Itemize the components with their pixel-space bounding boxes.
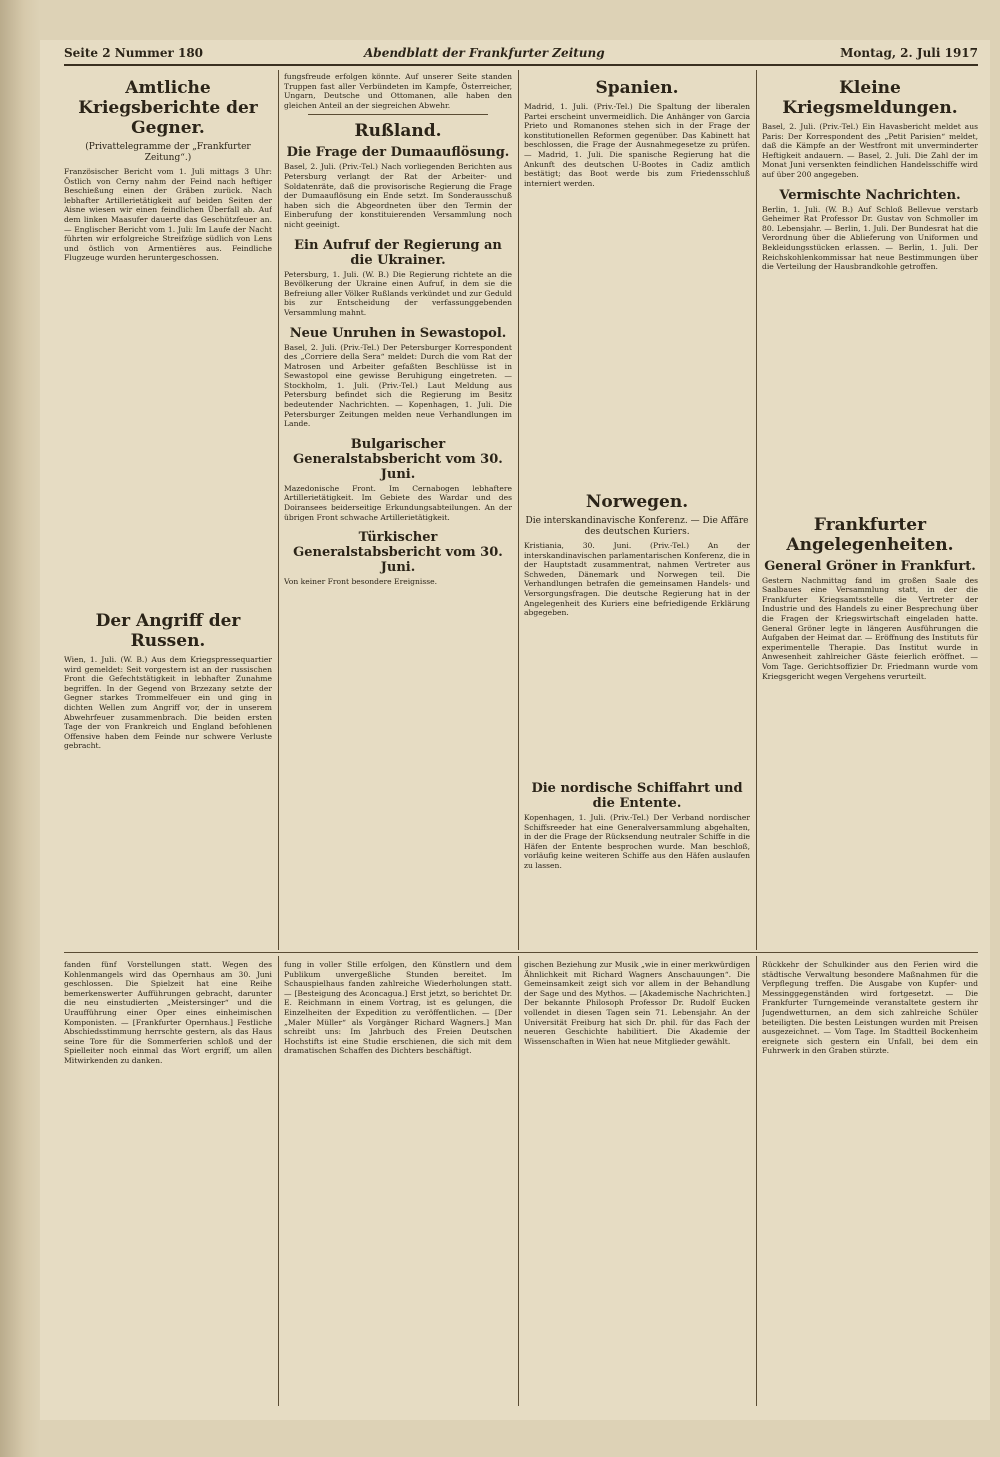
- article-body: Wien, 1. Juli. (W. B.) Aus dem Kriegspressequartier wird gemeldet: Seit vorgestern ist an der russischen Front die Gefechtstätigkeit in lebhafter Zunahme begriffen. In der Gegend von Brzezany setzte der Gegner starkes Trommelfeuer ein und ging in dichten Wellen zum Angriff vor, der in unserem Abwehrfeuer zusammenbrach. Die beiden ersten Tage der von Frankreich und England befohlenen Offensive haben dem Feinde nur schwere Verluste gebracht.: [64, 655, 272, 751]
- article-body: Mazedonische Front. Im Cernabogen lebhaftere Artillerietätigkeit. Im Gebiete des Wardar und des Doiransees beiderseitige Erkundungsabteilungen. An der übrigen Front schwache Artillerietätigkeit.: [284, 483, 512, 522]
- article-title: Spanien.: [595, 78, 679, 98]
- page-header: [64, 44, 978, 66]
- column-rule: [756, 70, 757, 950]
- article-body: Berlin, 1. Juli. (W. B.) Auf Schloß Bellevue verstarb Geheimer Rat Professor Dr. Gustav von Schmoller im 80. Lebensjahr. — Berlin, 1. Juli. Der Bundesrat hat die Verordnung über die Ablieferung von Uniformen und Bekleidungsstücken erlassen. — Berlin, 1. Juli. Der Reichskohlenkommissar hat neue Bestimmungen über die Verteilung der Hausbrandkohle getroffen.: [762, 204, 978, 272]
- article-body: Petersburg, 1. Juli. (W. B.) Die Regierung richtete an die Bevölkerung der Ukraine einen Aufruf, in dem sie die Befreiung aller Völker Rußlands verkündet und zur Geduld bis zur Entscheidung der verfassunggebenden Versammlung mahnt.: [284, 269, 512, 317]
- article-body: fung in voller Stille erfolgen, den Künstlern und dem Publikum unvergeßliche Stunden bereitet. Im Schauspielhaus fanden zahlreiche Wiederholungen statt. — [Besteigung des Aconcagua.] Erst jetzt, so berichtet Dr. E. Reichmann in einem Vortrag, ist es gelungen, die Einzelheiten der Expedition zu veröffentlichen. — [Der „Maler Müller“ als Vorgänger Richard Wagners.] Man schreibt uns: Im Jahrbuch des Freien Deutschen Hochstifts ist eine Studie erschienen, die sich mit dem dramatischen Schaffen des Dichters beschäftigt.: [284, 960, 512, 1056]
- newspaper-page: [40, 40, 990, 1420]
- newspaper-masthead: Abendblatt der Frankfurter Zeitung: [364, 46, 605, 60]
- article-title: Türkischer Generalstabsbericht vom 30. Juni.: [293, 530, 503, 576]
- feuilleton-column-3: [524, 960, 750, 1406]
- feuilleton-divider: [64, 952, 978, 953]
- column-rule: [278, 956, 279, 1406]
- article-title: Rußland.: [354, 121, 442, 142]
- article-title: Der Angriff der Russen.: [95, 611, 241, 651]
- article-body: Madrid, 1. Juli. (Priv.-Tel.) Die Spaltung der liberalen Partei erscheint unvermeidlich. Die Anhänger von Garcia Prieto und Romanones stehen sich in der Frage der konstitutionellen Reformen gegenüber. Das Kabinett hat beschlossen, die Frage der Ausnahmegesetze zu prüfen. — Madrid, 1. Juli. Die spanische Regierung hat die Ankunft des deutschen U-Bootes in Cadiz amtlich bestätigt; das Boot werde bis zum Friedensschluß interniert werden.: [524, 102, 750, 188]
- article-body: Gestern Nachmittag fand im großen Saale des Saalbaues eine Versammlung statt, in der die Frankfurter Kriegsamtsstelle die Vertreter der Industrie und des Handels zu einer Besprechung über die Fragen der Kriegswirtschaft eingeladen hatte. General Gröner legte in längeren Ausführungen die Aufgaben der Heimat dar. — Eröffnung des Instituts für experimentelle Therapie. Das Institut wurde in Anwesenheit zahlreicher Gäste feierlich eröffnet. — Vom Tage. Gerichtsoffizier Dr. Friedmann wurde vom Kriegsgericht wegen Vergehens verurteilt.: [762, 575, 978, 681]
- article-separator: [308, 114, 488, 115]
- article-title: Die nordische Schiffahrt und die Entente.: [531, 781, 743, 811]
- article-title: Vermischte Nachrichten.: [779, 187, 961, 203]
- column-rule: [518, 70, 519, 950]
- column-2: [284, 72, 512, 948]
- article-subtitle: (Privattelegramme der „Frankfurter Zeitung“.): [85, 142, 251, 163]
- column-1: [64, 72, 272, 948]
- book-binding-edge: [0, 0, 40, 1457]
- article-title: Amtliche Kriegsberichte der Gegner.: [78, 78, 258, 138]
- article-title: Ein Aufruf der Regierung an die Ukrainer.: [294, 237, 502, 268]
- feuilleton-column-1: [64, 960, 272, 1406]
- article-title: Neue Unruhen in Sewastopol.: [289, 325, 507, 341]
- article-body: fungsfreude erfolgen könnte. Auf unserer Seite standen Truppen fast aller Verbündeten im Kampfe, Österreicher, Ungarn, Deutsche und Ottomanen, alle haben den gleichen Anteil an der siegreichen Abwehr.: [284, 72, 512, 110]
- article-body: Basel, 2. Juli. (Priv.-Tel.) Nach vorliegenden Berichten aus Petersburg verlangt der Rat der Arbeiter- und Soldatenräte, daß die provisorische Regierung die Frage der Dumaauflösung ein Ende setzt. Im Sonderausschuß haben sich die Abgeordneten über den Termin der Einberufung der konstituierenden Versammlung noch nicht geeinigt.: [284, 162, 512, 229]
- feuilleton-column-2: [284, 960, 512, 1406]
- article-body: Kopenhagen, 1. Juli. (Priv.-Tel.) Der Verband nordischer Schiffsreeder hat eine Generalversammlung abgehalten, in der die Frage der Rücksendung neutraler Schiffe in die Häfen der Entente besprochen wurde. Man beschloß, vorläufig keine weiteren Schiffe aus den Häfen auslaufen zu lassen.: [524, 813, 750, 870]
- column-4: [762, 72, 978, 948]
- article-title: Frankfurter Angelegenheiten.: [786, 514, 954, 555]
- article-title: Norwegen.: [585, 492, 689, 512]
- article-body: Von keiner Front besondere Ereignisse.: [284, 577, 438, 587]
- article-body: Französischer Bericht vom 1. Juli mittags 3 Uhr: Östlich von Cerny nahm der Feind nach heftiger Beschießung einen der Gräben zurück. Nach lebhafter Artillerietätigkeit auf beiden Seiten der Aisne wiesen wir einen feindlichen Überfall ab. Auf dem linken Maasufer dauerte das Geschützfeuer an. — Englischer Bericht vom 1. Juli: Im Laufe der Nacht führten wir erfolgreiche Streifzüge südlich von Lens und östlich von Armentières aus. Feindliche Flugzeuge wurden heruntergeschossen.: [64, 167, 272, 263]
- column-3: [524, 72, 750, 948]
- article-subtitle: Die interskandinavische Konferenz. — Die Affäre des deutschen Kuriers.: [525, 516, 749, 537]
- column-rule: [278, 70, 279, 950]
- article-title: Kleine Kriegsmeldungen.: [782, 78, 958, 118]
- article-subtitle: General Gröner in Frankfurt.: [764, 558, 976, 574]
- article-subtitle: Die Frage der Dumaauflösung.: [286, 145, 510, 161]
- article-body: Rückkehr der Schulkinder aus den Ferien wird die städtische Verwaltung besondere Maßnahmen für die Verpflegung treffen. Die Ausgabe von Kupfer- und Messinggegenständen wird fortgesetzt. — Die Frankfurter Turngemeinde veranstaltete gestern ihr Jugendwetturnen, an dem sich zahlreiche Schüler beteiligten. Die besten Leistungen wurden mit Preisen ausgezeichnet. — Vom Tage. Im Stadtteil Bockenheim ereignete sich gestern ein Unfall, bei dem ein Fuhrwerk in den Graben stürzte.: [762, 960, 978, 1056]
- article-title: Bulgarischer Generalstabsbericht vom 30. Juni.: [293, 436, 503, 482]
- article-body: gischen Beziehung zur Musik „wie in einer merkwürdigen Ähnlichkeit mit Richard Wagners Anschauungen“. Die Gemeinsamkeit zeigt sich vor allem in der Behandlung der Sage und des Mythos. — [Akademische Nachrichten.] Der bekannte Philosoph Professor Dr. Rudolf Eucken vollendet in diesen Tagen sein 71. Lebensjahr. An der Universität Freiburg hat sich Dr. phil. für das Fach der neueren Geschichte habilitiert. Die Akademie der Wissenschaften in Wien hat neue Mitglieder gewählt.: [524, 960, 750, 1046]
- column-rule: [756, 956, 757, 1406]
- article-body: Basel, 2. Juli. (Priv.-Tel.) Ein Havasbericht meldet aus Paris: Der Korrespondent des „Petit Parisien“ meldet, daß die Kämpfe an der Westfront mit unverminderter Heftigkeit andauern. — Basel, 2. Juli. Die Zahl der im Monat Juni versenkten feindlichen Handelsschiffe wird auf über 200 angegeben.: [762, 122, 978, 179]
- feuilleton-column-4: [762, 960, 978, 1406]
- article-body: Kristiania, 30. Juni. (Priv.-Tel.) An der interskandinavischen parlamentarischen Konferenz, die in der Hauptstadt zusammentrat, nahmen Vertreter aus Schweden, Dänemark und Norwegen teil. Die Verhandlungen betrafen die gemeinsamen Handels- und Versorgungsfragen. Die deutsche Regierung hat in der Angelegenheit des Kuriers eine befriedigende Erklärung abgegeben.: [524, 541, 750, 618]
- column-rule: [518, 956, 519, 1406]
- article-body: fanden fünf Vorstellungen statt. Wegen des Kohlenmangels wird das Opernhaus am 30. Juni geschlossen. Die Spielzeit hat eine Reihe bemerkenswerter Aufführungen gebracht, darunter die neu einstudierten „Meistersinger“ und die Uraufführung einer Oper eines einheimischen Komponisten. — [Frankfurter Opernhaus.] Festliche Abschiedsstimmung herrschte gestern, als das Haus seine Tore für die Sommerferien schloß und der Spielleiter noch einmal das Wort ergriff, um allen Mitwirkenden zu danken.: [64, 960, 272, 1065]
- article-body: Basel, 2. Juli. (Priv.-Tel.) Der Petersburger Korrespondent des „Corriere della Sera“ meldet: Durch die vom Rat der Matrosen und Arbeiter gefaßten Beschlüsse ist in Sewastopol eine gewisse Beruhigung eingetreten. — Stockholm, 1. Juli. (Priv.-Tel.) Laut Meldung aus Petersburg befindet sich die Regierung im Besitz bedeutender Nachrichten. — Kopenhagen, 1. Juli. Die Petersburger Zeitungen melden neue Verhandlungen im Lande.: [284, 342, 512, 429]
- issue-date: Montag, 2. Juli 1917: [840, 46, 978, 60]
- page-number-label: Seite 2 Nummer 180: [64, 46, 204, 60]
